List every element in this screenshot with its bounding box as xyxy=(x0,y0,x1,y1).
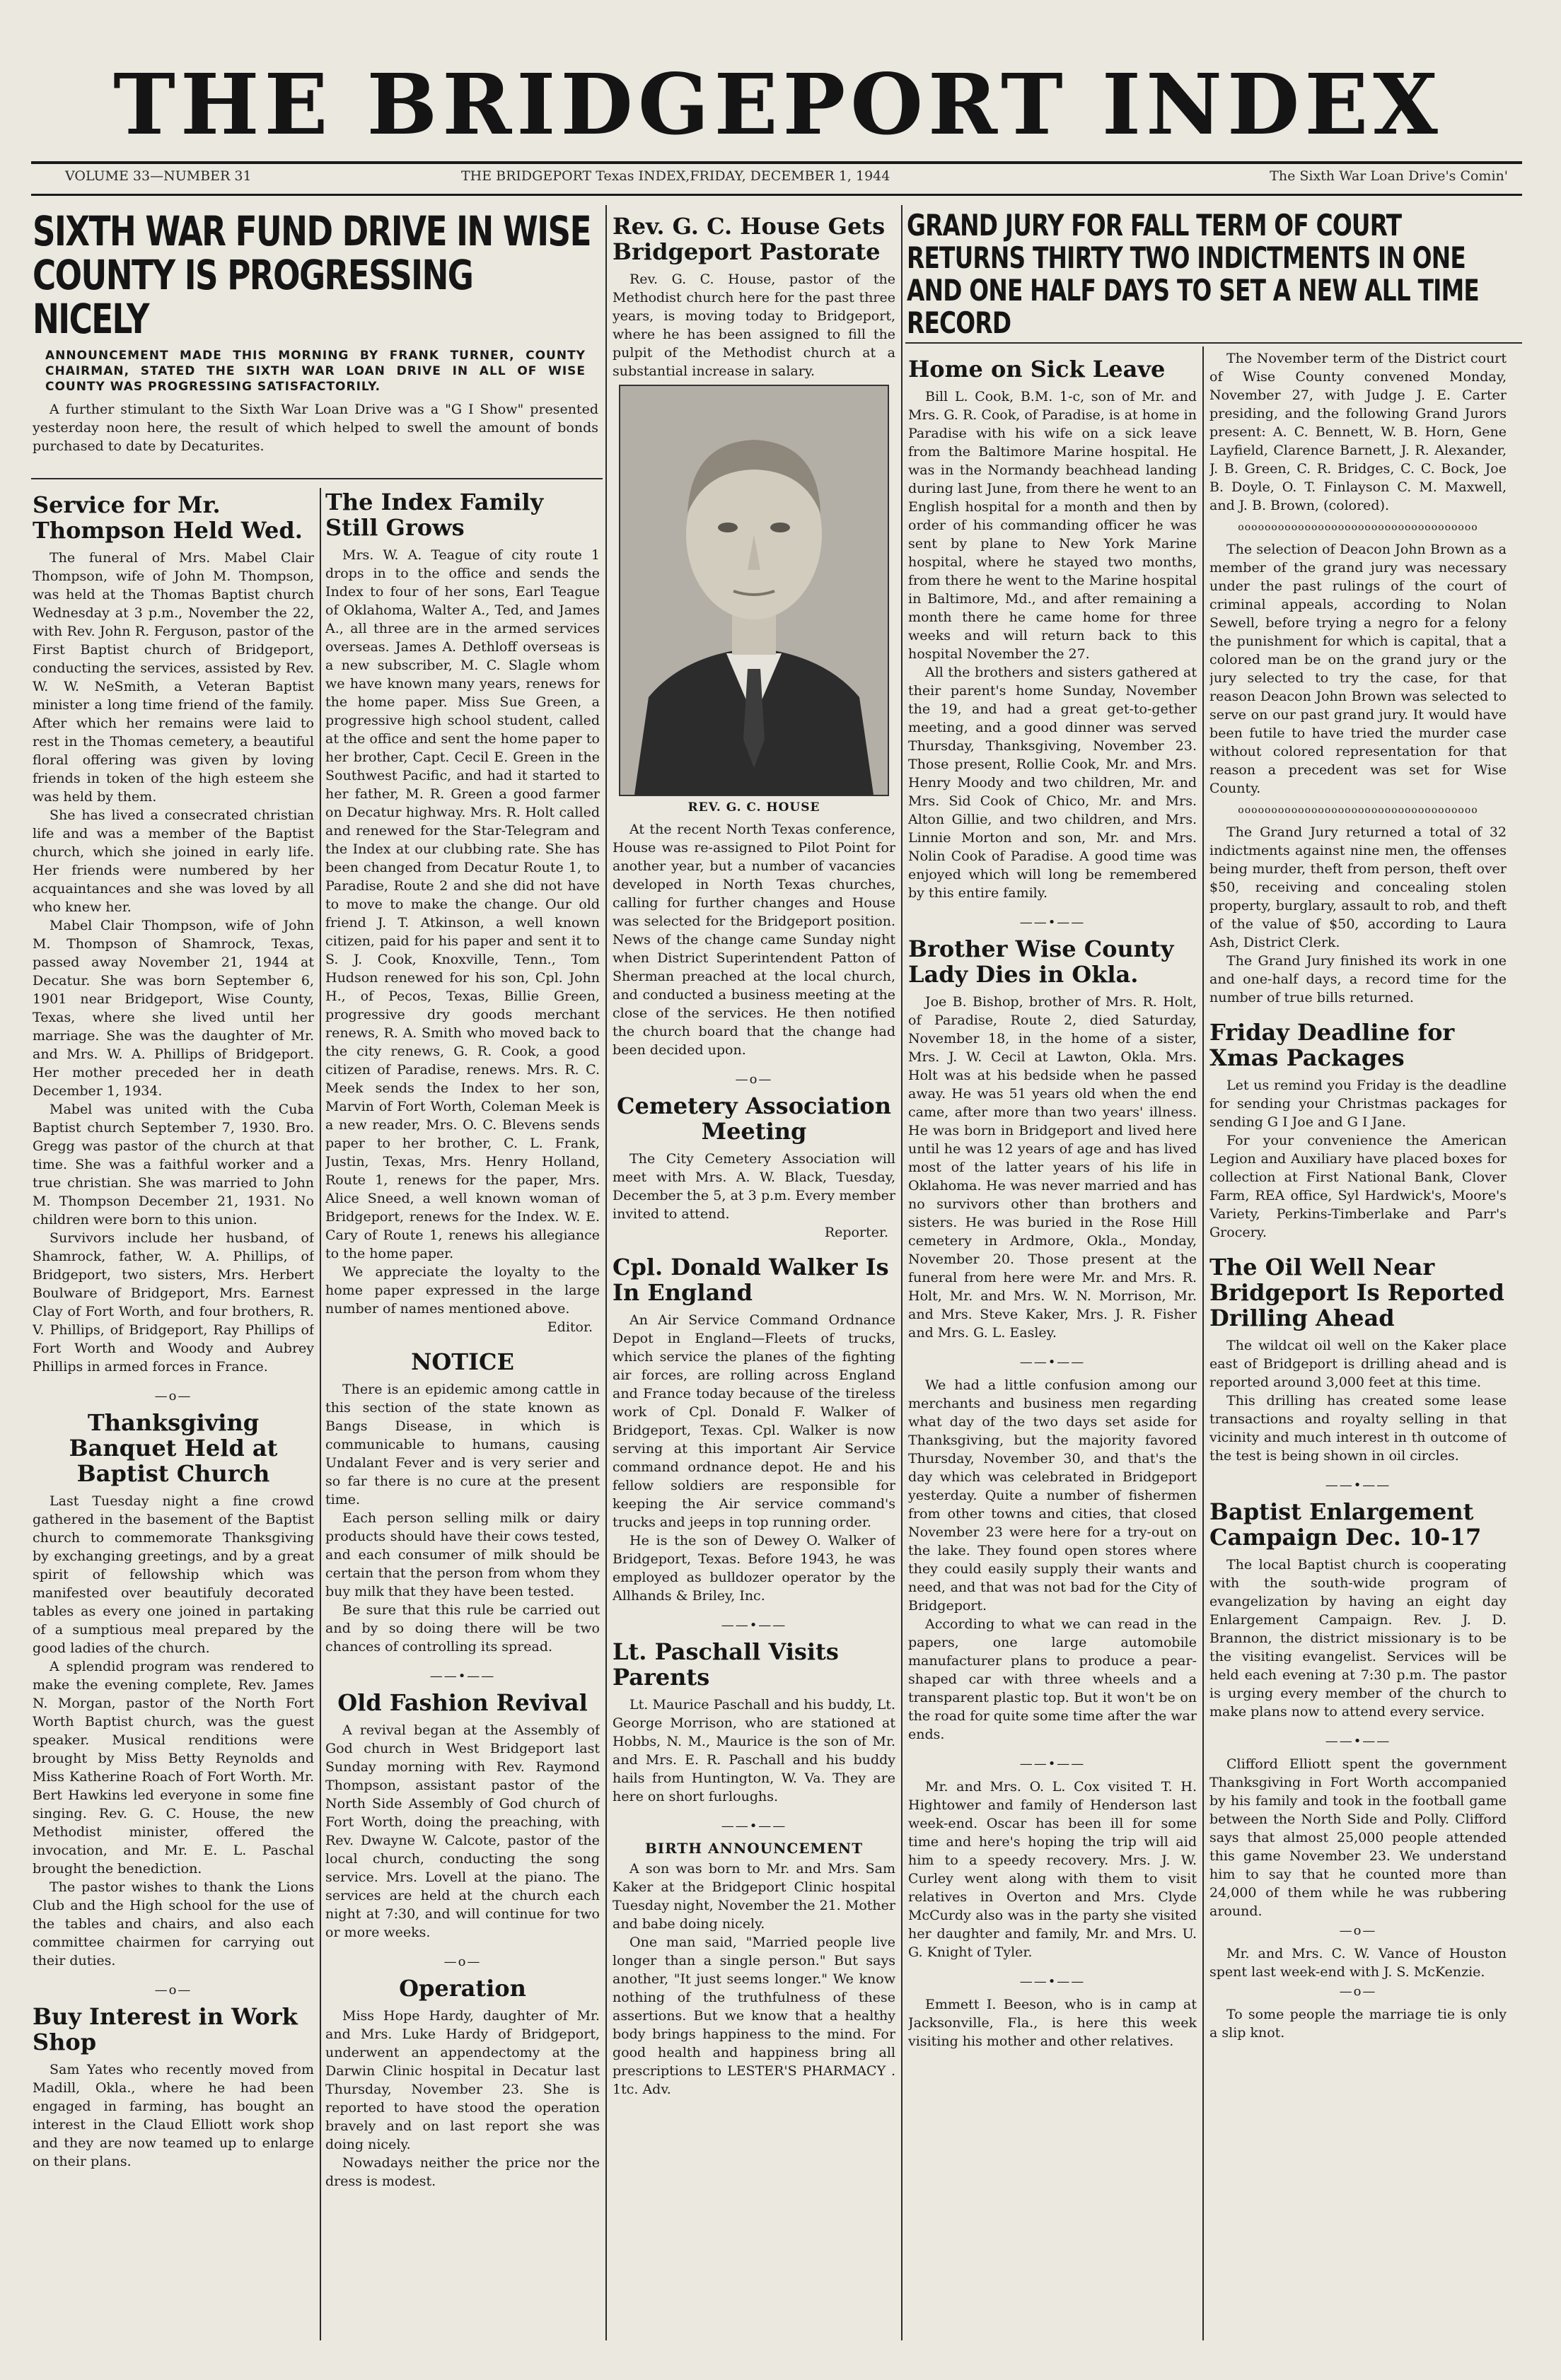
sick-leave-article xyxy=(908,356,1197,902)
oilwell-headline: The Oil Well Near Bridgeport Is Reported Drilling Ahead xyxy=(1209,1254,1504,1331)
lead-deck: ANNOUNCEMENT MADE THIS MORNING BY FRANK TURNER, COUNTY CHAIRMAN, STATED THE SIXTH WAR LOAN DRIVE IN ALL OF WISE COUNTY WAS PROGRESSING SATISFACTORILY. xyxy=(45,349,586,394)
separator: ——•—— xyxy=(1019,1756,1086,1771)
column-rule-2 xyxy=(605,205,607,2340)
walker-headline: Cpl. Donald Walker Is In England xyxy=(613,1254,889,1306)
sick-leave-headline: Home on Sick Leave xyxy=(908,356,1166,383)
jury-article xyxy=(1209,349,1507,1007)
operation-headline: Operation xyxy=(399,1975,526,2002)
notice-article xyxy=(325,1349,600,1656)
jury-headline: GRAND JURY FOR FALL TERM OF COURT RETURNS THIRTY TWO INDICTMENTS IN ONE AND ONE HALF DAYS TO SET A NEW ALL TIME RECORD xyxy=(907,209,1480,340)
cox-paragraph: Mr. and Mrs. O. L. Cox visited T. H. Hightower and family of Henderson last week-end. Oscar has been ill for some time and here's hoping the trip will aid him to a speedy recovery. Mrs. J. W. Curley went along with them to visit relatives in Overton and Mrs. Clyde McCurdy also was in the party she visited her daughter and family, Mr. and Mrs. U. G. Knight of Tyler. xyxy=(908,1779,1197,1960)
column-rule-4 xyxy=(1202,346,1204,2340)
thompson-paragraph: Survivors include her husband, of Shamrock, father, W. A. Phillips, of Bridgeport, two sisters, Mrs. Herbert Boulware of Bridgeport, Mrs. Earnest Clay of Fort Worth, and four brothers, R. V. Phillips, of Bridgeport, Ray Phillips of Fort Worth and Woody and Aubrey Phillips in armed forces in France. xyxy=(33,1230,314,1375)
masthead-rule-bottom xyxy=(31,194,1522,196)
deadline-headline: Friday Deadline for Xmas Packages xyxy=(1209,1019,1455,1071)
volume-number: VOLUME 33—NUMBER 31 xyxy=(65,168,252,184)
clifford-article xyxy=(1209,1755,1507,2042)
thompson-paragraph: She has lived a consecrated christian life and was a member of the Baptist church, which she joined in early life. Her friends were numbered by her acquaintances and she was loved by all who knew her. xyxy=(33,807,314,915)
separator: ——•—— xyxy=(1325,1734,1391,1749)
thompson-headline: Service for Mr. Thompson Held Wed. xyxy=(33,491,303,544)
jury-paragraph: The November term of the District court of Wise County convened Monday, November 27, with Judge J. E. Carter presiding, and the following Grand Jurors present: A. C. Bennett, W. B. Horn, Gene Layfield, Clarence Barnett, J. R. Alexander, J. B. Green, C. R. Bridges, C. C. Bock, Joe B. Doyle, O. T. Finlayson C. M. Maxwell, and J. B. Brown, (colored). xyxy=(1209,351,1507,513)
walker-article xyxy=(613,1254,895,1605)
confusion-paragraph: According to what we can read in the papers, one large automobile manufacturer plans to produce a pear-shaped car with three wheels and a transparent plastic top. But it won't be on the road for quite some time after the war ends. xyxy=(908,1616,1197,1742)
clifford-paragraph: To some people the marriage tie is only a slip knot. xyxy=(1209,2007,1507,2041)
separator: ——•—— xyxy=(721,1819,787,1833)
thompson-paragraph: Mabel Clair Thompson, wife of John M. Thompson of Shamrock, Texas, passed away November 21, 1944 at Decatur. She was born September 6, 1901 near Bridgeport, Wise County, Texas, where she lived until her marriage. She was the daughter of Mr. and Mrs. W. A. Phillips of Bridgeport. Her mother preceded her in death December 1, 1934. xyxy=(33,918,314,1099)
workshop-article xyxy=(33,2004,314,2171)
house-headline: Rev. G. C. House Gets Bridgeport Pastorate xyxy=(613,213,886,265)
sick-leave-paragraph: Bill L. Cook, B.M. 1-c, son of Mr. and Mrs. G. R. Cook, of Paradise, is at home in Paradise with his wife on a sick leave from the Baltimore Marine hospital. He was in the Normandy beachhead landing during last June, from there he went to an English hospital for a month and then by order of his commanding officer he was sent by plane to New York Marine hospital, where he stayed two months, from there he went to the Marine hospital in Baltimore, Md., and after remaining a month there he came home for three weeks and will return back to this hospital November the 27. xyxy=(908,389,1197,662)
notice-paragraph: Each person selling milk or dairy products should have their cows tested, and each consumer of milk should be certain that the person from whom they buy milk that they have been tested. xyxy=(325,1510,600,1599)
separator: —o— xyxy=(443,1954,482,1969)
revival-paragraph: A revival began at the Assembly of God church in West Bridgeport last Sunday morning with Rev. Raymond Thompson, assistant pastor of the North Side Assembly of God church of Fort Worth, doing the preaching, with Rev. Dwayne W. Calcote, pastor of the local church, conducting the song service. Mrs. Lovell at the piano. The services are held at the church each night at 7:30, and will continue for two or more weeks. xyxy=(325,1722,600,1940)
oilwell-paragraph: This drilling has created some lease transactions and royalty selling in that vicinity and much interest in th outcome of the test is being shown in oil circles. xyxy=(1209,1393,1507,1464)
cemetery-paragraph: The City Cemetery Association will meet with Mrs. A. W. Black, Tuesday, December the 5, at 3 p.m. Every member invited to attend. xyxy=(613,1151,895,1222)
separator: —o— xyxy=(1339,1984,1377,1999)
house-paragraph: Rev. G. C. House, pastor of the Methodist church here for the past three years, is moving today to Bridgeport, where he has been assigned to fill the pulpit of the Methodist church at a substantial increase in salary. xyxy=(613,272,895,379)
banquet-headline: Thanksgiving Banquet Held at Baptist Church xyxy=(69,1409,278,1487)
oilwell-paragraph: The wildcat oil well on the Kaker place east of Bridgeport is drilling ahead and is reported around 3,000 feet at this time. xyxy=(1209,1338,1507,1390)
masthead-rule-top xyxy=(31,161,1522,164)
separator: —o— xyxy=(1339,1923,1377,1938)
column-2 xyxy=(325,485,600,2340)
cemetery-headline: Cemetery Association Meeting xyxy=(617,1092,891,1145)
lead-body: A further stimulant to the Sixth War Loan Drive was a "G I Show" presented yesterday noon here, the result of which helped to swell the amount of bonds purchased to date by Decaturites. xyxy=(33,402,598,454)
house-article xyxy=(613,214,895,1059)
separator: ——•—— xyxy=(1019,1974,1086,1989)
column-1 xyxy=(33,488,314,2340)
confusion-paragraph: We had a little confusion among our merchants and business men regarding what day of the two days set aside for Thanksgiving, but the majority favored Thursday, November 30, and that's the day which was celebrated in Bridgeport yesterday. Quite a number of fishermen from other towns and cities, that closed November 23 were here for a try-out on the lake. They found open stores where they could easily supply their wants and need, and that was not bad for the City of Bridgeport. xyxy=(908,1377,1197,1614)
family-paragraph: Mrs. W. A. Teague of city route 1 drops in to the office and sends the Index to four of her sons, Earl Teague of Oklahoma, Walter A., Ted, and James A., all three are in the armed services overseas. James A. Dethloff overseas is a new subscriber, M. C. Slagle whom we have known many years, renews for the home paper. Miss Sue Green, a progressive high school student, called at the office and sent the home paper to her brother, Capt. Cecil E. Green in the Southwest Pacific, and had it started to her father, M. R. Green a good farmer on Decatur highway. Mrs. R. Holt called and renewed for the Star-Telegram and the Index at our clubbing rate. She has been changed from Decatur Route 1, to Paradise, Route 2 and she did not have to move to make the change. Our old friend J. T. Atkinson, a well known citizen, paid for his paper and sent it to S. J. Cook, Knoxville, Tenn., Tom Hudson renewed for his son, Cpl. John H., of Pecos, Texas, Billie Green, progressive dry goods merchant renews, R. A. Smith who moved back to the city renews, G. R. Cook, a good citizen of Paradise, renews. Mrs. R. C. Meek sends the Index to her son, Marvin of Fort Worth, Coleman Meek is a new reader, Mrs. O. C. Blevens sends paper to her brother, C. L. Frank, Justin, Texas, Mrs. Henry Holland, Route 1, renews for the paper, Mrs. Alice Sneed, a well known woman of Bridgeport, renews for the Index. W. E. Cary of Route 1, renews his allegiance to the home paper. xyxy=(325,547,600,1261)
deadline-article xyxy=(1209,1020,1507,1242)
beeson-article xyxy=(908,1995,1197,2051)
birth-headline: BIRTH ANNOUNCEMENT xyxy=(644,1840,864,1857)
thompson-article xyxy=(33,492,314,1376)
lead-story-rule xyxy=(31,478,603,479)
workshop-headline: Buy Interest in Work Shop xyxy=(33,2003,298,2055)
workshop-paragraph: Sam Yates who recently moved from Madill, Okla., where he had been engaged in farming, has bought an interest in the Claud Elliott work shop and they are now teamed up to enlarge on their plans. xyxy=(33,2062,314,2169)
revival-headline: Old Fashion Revival xyxy=(337,1689,588,1716)
masthead-title: THE BRIDGEPORT INDEX xyxy=(113,55,1443,153)
beeson-paragraph: Emmett I. Beeson, who is in camp at Jacksonville, Fla., is here this week visiting his mother and other relatives. xyxy=(908,1997,1197,2049)
family-headline: The Index Family Still Grows xyxy=(325,489,544,541)
thompson-paragraph: The funeral of Mrs. Mabel Clair Thompson, wife of John M. Thompson, was held at the Thomas Baptist church Wednesday at 3 p.m., November the 22, with Rev. John R. Ferguson, pastor of the First Baptist church of Bridgeport, conducting the services, assisted by Rev. W. W. NeSmith, a Veteran Baptist minister a long time friend of the family. After which her remains were laid to rest in the Thomas cemetery, a beautiful floral offering was given by loving friends in token of the high esteem she was held by them. xyxy=(33,550,314,805)
issue-dateline: THE BRIDGEPORT Texas INDEX,FRIDAY, DECEMBER 1, 1944 xyxy=(461,168,890,184)
separator: ——•—— xyxy=(429,1669,496,1684)
jury-paragraph: The Grand Jury finished its work in one and one-half days, a record time for the number of true bills returned. xyxy=(1209,953,1507,1005)
jury-headline-rule xyxy=(905,342,1522,344)
notice-headline: NOTICE xyxy=(411,1348,514,1375)
banquet-paragraph: A splendid program was rendered to make the evening complete, Rev. James N. Morgan, pastor of the North Fort Worth Baptist church, was the guest speaker. Musical renditions were brought by Miss Betty Reynolds and Miss Katherine Roach of Fort Worth. Mr. Bert Hawkins led everyone in some fine singing. Rev. G. C. House, the new Methodist minister, offered the invocation, and Mr. E. L. Paschal brought the benediction. xyxy=(33,1659,314,1877)
cemetery-article xyxy=(613,1093,895,1242)
birth-article xyxy=(613,1840,895,2099)
brother-article xyxy=(908,936,1197,1342)
cox-article xyxy=(908,1778,1197,1961)
rev-house-portrait xyxy=(619,385,889,796)
portrait-caption: REV. G. C. HOUSE xyxy=(687,800,820,815)
chain-ornament: oooooooooooooooooooooooooooooooooooo xyxy=(1238,522,1478,533)
family-paragraph: We appreciate the loyalty to the home paper expressed in the large number of names mentioned above. xyxy=(325,1264,600,1317)
sick-leave-paragraph: All the brothers and sisters gathered at their parent's home Sunday, November the 19, and had a great get-to-gether meeting, and a good dinner was served Thursday, Thanksgiving, November 23. Those present, Rollie Cook, Mr. and Mrs. Henry Moody and two children, Mr. and Mrs. Sid Cook of Chico, Mr. and Mrs. Alton Gillie, and two children, and Mrs. Linnie Morton and son, Mr. and Mrs. Nolin Cook of Paradise. A good time was enjoyed which will long be remembered by this entire family. xyxy=(908,665,1197,901)
family-article xyxy=(325,489,600,1336)
confusion-article xyxy=(908,1376,1197,1744)
dateline-slogan: The Sixth War Loan Drive's Comin' xyxy=(1270,168,1508,184)
operation-article xyxy=(325,1976,600,2191)
column-5 xyxy=(1209,349,1507,2340)
baptist-article xyxy=(1209,1499,1507,1721)
oilwell-article xyxy=(1209,1254,1507,1465)
family-signature: Editor. xyxy=(547,1319,593,1335)
jury-headline-block xyxy=(907,209,1522,341)
paschall-article xyxy=(613,1639,895,1806)
column-4 xyxy=(908,352,1197,2340)
paschall-headline: Lt. Paschall Visits Parents xyxy=(613,1638,839,1691)
separator: —o— xyxy=(735,1072,773,1087)
cemetery-signature: Reporter. xyxy=(824,1225,888,1240)
house-paragraph: At the recent North Texas conference, House was re-assigned to Pilot Point for another year, but a number of vacancies developed in North Texas churches, calling for further changes and House was selected for the Bridgeport position. News of the change came Sunday night when District Superintendent Patton of Sherman preached at the local church, and conducted a business meeting at the close of the services. He then notified the church board that the change had been decided upon. xyxy=(613,822,895,1058)
birth-paragraph: One man said, "Married people live longer than a single person." But says another, "It just seems longer." We know nothing of the truthfulness of these assertions. But we know that a healthy body brings happiness to the mind. For good health and happiness bring all prescriptions to LESTER'S PHARMACY . 1tc. Adv. xyxy=(613,1935,895,2097)
brother-paragraph: Joe B. Bishop, brother of Mrs. R. Holt, of Paradise, Route 2, died Saturday, November 18, in the home of a sister, Mrs. J. W. Cecil at Lawton, Okla. Mrs. Holt was at his bedside when he passed away. He was 51 years old when the end came, after more than two years' illness. He was born in Bridgeport and lived here until he was 12 years of age and has lived most of the latter years of his life in Oklahoma. He was never married and has no survivors other than brothers and sisters. He was buried in the Rose Hill cemetery in Ardmore, Okla., Monday, November 20. Those present at the funeral from here were Mr. and Mrs. R. Holt, Mr. and Mrs. W. N. Morrison, Mr. and Mrs. Steve Kaker, Mrs. J. R. Fisher and Mrs. G. L. Easley. xyxy=(908,994,1197,1341)
chain-ornament: oooooooooooooooooooooooooooooooooooo xyxy=(1238,805,1478,816)
column-rule-1 xyxy=(320,488,321,2340)
operation-paragraph: Miss Hope Hardy, daughter of Mr. and Mrs. Luke Hardy of Bridgeport, underwent an appendectomy at the Darwin Clinic hospital in Decatur last Thursday, November 23. She is reported to have stood the operation bravely and on last report she was doing nicely. xyxy=(325,2008,600,2152)
walker-paragraph: An Air Service Command Ordnance Depot in England—Fleets of trucks, which service the planes of the fighting air forces, are rolling across England and France today because of the tireless work of Cpl. Donald F. Walker of Bridgeport, Texas. Cpl. Walker is now serving at this important Air Service command ordnance depot. He and his fellow soldiers are responsible for keeping the Air service command's trucks and jeeps in top running order. xyxy=(613,1312,895,1530)
walker-paragraph: He is the son of Dewey O. Walker of Bridgeport, Texas. Before 1943, he was employed as bulldozer operator by the Allhands & Briley, Inc. xyxy=(613,1533,895,1604)
lead-story xyxy=(33,209,598,477)
baptist-paragraph: The local Baptist church is cooperating with the south-wide program of evangelization by having an eight day Enlargement Campaign. Rev. J. D. Brannon, the district missionary is to be the visiting evangelist. Services will be held each evening at 7:30 p.m. The pastor is urging every member of the church to make plans now to attend every service. xyxy=(1209,1557,1507,1720)
lead-headline: SIXTH WAR FUND DRIVE IN WISE COUNTY IS PROGRESSING NICELY xyxy=(33,209,591,343)
thompson-paragraph: Mabel was united with the Cuba Baptist church September 7, 1930. Bro. Gregg was pastor of the church at that time. She was a faithful worker and a true christian. She was married to John M. Thompson December 21, 1931. No children were born to this union. xyxy=(33,1102,314,1227)
clifford-paragraph: Clifford Elliott spent the government Thanksgiving in Fort Worth accompanied by his family and took in the football game between the North Side and Polly. Clifford says that almost 25,000 people attended this game November 23. We understand him to say that he counted more than 24,000 of them while he was rubbering around. xyxy=(1209,1756,1507,1919)
separator: ——•—— xyxy=(1019,1355,1086,1370)
separator: ——•—— xyxy=(1019,915,1086,930)
jury-paragraph: The selection of Deacon John Brown as a member of the grand jury was necessary under the past rulings of the court of criminal appeals, according to Nolan Sewell, before trying a negro for a felony the punishment for which is capital, that a colored man be on the grand jury or the jury selected to try the case, for that reason Deacon John Brown was selected to serve on our past grand jury. It would have been futile to have tried the murder case without colored representation for that reason a precedent was set for Wise County. xyxy=(1209,542,1507,796)
operation-paragraph: Nowadays neither the price nor the dress is modest. xyxy=(325,2155,600,2189)
deadline-paragraph: Let us remind you Friday is the deadline for sending your Christmas packages for sending G I Joe and G I Jane. xyxy=(1209,1078,1507,1130)
revival-article xyxy=(325,1690,600,1942)
brother-headline: Brother Wise County Lady Dies in Okla. xyxy=(908,935,1174,988)
baptist-headline: Baptist Enlargement Campaign Dec. 10-17 xyxy=(1209,1498,1482,1551)
separator: —o— xyxy=(154,1983,192,1997)
banquet-paragraph: Last Tuesday night a fine crowd gathered in the basement of the Baptist church to commemorate Thanksgiving by exchanging greetings, and by a great spirit of fellowship which was manifested over beautifuly decorated tables as every one joined in partaking of a sumptious meal prepared by the good ladies of the church. xyxy=(33,1493,314,1656)
separator: ——•—— xyxy=(1325,1478,1391,1493)
dateline-bar xyxy=(65,168,1508,188)
clifford-paragraph: Mr. and Mrs. C. W. Vance of Houston spent last week-end with J. S. McKenzie. xyxy=(1209,1946,1507,1980)
separator: —o— xyxy=(154,1389,192,1404)
separator: ——•—— xyxy=(721,1618,787,1633)
notice-paragraph: There is an epidemic among cattle in this section of the state known as Bangs Disease, in which is communicable to humans, causing Undalant Fever and is very serier and so far there is no cure at the present time. xyxy=(325,1382,600,1507)
column-3 xyxy=(613,209,895,2340)
birth-paragraph: A son was born to Mr. and Mrs. Sam Kaker at the Bridgeport Clinic hospital Tuesday night, November the 21. Mother and babe doing nicely. xyxy=(613,1861,895,1932)
column-rule-3 xyxy=(901,205,903,2340)
jury-paragraph: The Grand Jury returned a total of 32 indictments against nine men, the offenses being murder, theft from person, theft over $50, receiving and concealing stolen property, burglary, assault to rob, and theft of the value of $50, according to Laura Ash, District Clerk. xyxy=(1209,824,1507,950)
deadline-paragraph: For your convenience the American Legion and Auxiliary have placed boxes for collection at First National Bank, Clover Farm, REA office, Syl Hardwick's, Moore's Variety, Perkins-Timberlake and Parr's Grocery. xyxy=(1209,1133,1507,1240)
banquet-article xyxy=(33,1410,314,1970)
paschall-paragraph: Lt. Maurice Paschall and his buddy, Lt. George Morrison, who are stationed at Hobbs, N. M., Maurice is the son of Mr. and Mrs. E. R. Paschall and his buddy hails from Huntington, W. Va. They are here on short furloughs. xyxy=(613,1697,895,1804)
notice-paragraph: Be sure that this rule be carried out and by so doing there will be two chances of controlling its spread. xyxy=(325,1602,600,1655)
banquet-paragraph: The pastor wishes to thank the Lions Club and the High school for the use of the tables and chairs, and also each committee chairmen for carrying out their duties. xyxy=(33,1879,314,1968)
